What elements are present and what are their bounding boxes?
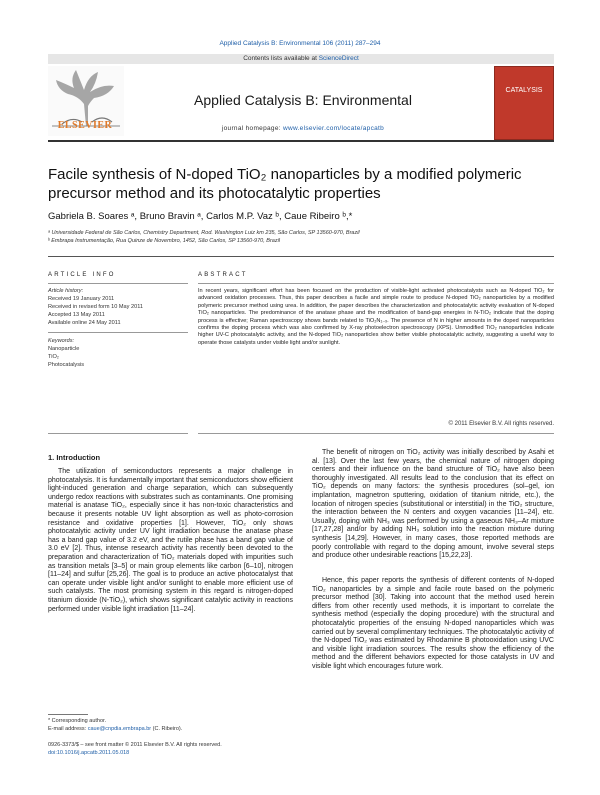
title-line-1: Facile synthesis of N-doped TiO₂ nanoparticles by a modified polymeric	[48, 166, 522, 183]
header-divider	[48, 140, 554, 142]
title-line-2: precursor method and its photocatalytic properties	[48, 185, 381, 202]
keyword-item: Photocatalysis	[48, 362, 85, 368]
email-link[interactable]: caue@cnpdia.embrapa.br	[87, 726, 152, 732]
affiliation-b: ᵇ Embrapa Instrumentação, Rua Quinze de Novembro, 1452, São Carlos, SP 13560-970, Brazil	[48, 238, 281, 244]
received-date: Received 19 January 2011	[48, 296, 115, 302]
affiliation-divider	[48, 256, 554, 257]
abstract-copyright: © 2011 Elsevier B.V. All rights reserved.	[448, 421, 554, 427]
history-label: Article history:	[48, 288, 84, 294]
keyword-item: TiO₂	[48, 354, 59, 360]
intro-paragraph: Hence, this paper reports the synthesis of different contents of N-doped TiO₂ nanoparticles by a simple and facile route based on the polymeric precursor method [30]. Taking into account that the method used herein differs from other recently used methods, it is important to correlate the synthesis method (especially the doping procedure) with the structural and photocatalytic properties of the ensuing N-doped nanoparticles which was carried out by several complimentary techniques. The photocatalytic activity of the N-doped TiO₂ was estimated by Rhodamine B photooxidation using UVC and visible light irradiation sources. The results show the efficiency of the method and the different behaviors expected for those catalysts in UV and visible light which encourages future work.	[312, 577, 554, 670]
journal-citation[interactable]: Applied Catalysis B: Environmental 106 (2011) 287–294	[219, 40, 381, 47]
keywords-label: Keywords:	[48, 338, 75, 344]
accepted-date: Accepted 13 May 2011	[48, 312, 105, 318]
homepage-link[interactable]: www.elsevier.com/locate/apcatb	[282, 125, 385, 132]
doi-text[interactable]: doi:10.1016/j.apcatb.2011.05.018	[48, 750, 130, 756]
abstract-heading: ABSTRACT	[198, 272, 248, 278]
article-info-rule	[48, 283, 188, 284]
author-list: Gabriela B. Soares ᵃ, Bruno Bravin ᵃ, Carlos M.P. Vaz ᵇ, Caue Ribeiro ᵇ,*	[48, 211, 353, 222]
keyword-item: Nanoparticle	[48, 346, 80, 352]
journal-header	[48, 54, 554, 138]
intro-paragraph: The utilization of semiconductors represents a major challenge in photocatalysis. It is fundamentally important that semiconductors show efficient light-induced generation and charge separation, which can subsequently undergo redox reactions with substrates such as contaminants. One promising material is anatase TiO₂, especially since it has non-toxic characteristics and because it presents notable UV light absorption as well as photo-corrosion resistance and oxidative properties [1]. However, TiO₂ only shows photocatalytic activity under UV light irradiation because the anatase phase has a band gap value of 3.2 eV, and the rutile phase has a band gap value of 3.0 eV [2]. Thus, intense research activity has recently been devoted to the preparation and characterization of TiO₂ materials doped with impurities such as transition metals [3–5] or main group elements like carbon [6–10], nitrogen [11–24] and sulfur [25,26]. The goal is to produce an active photocatalyst that can operate under visible light and/or sunlight to enable more efficient use of such catalysts. The most promising system in this regard is nitrogen-doped titanium dioxide (N-TiO₂), which shows significant catalytic activity in reactions performed under visible light irradiation [11–24].	[48, 468, 293, 613]
sciencedirect-link[interactable]: ScienceDirect	[318, 55, 359, 62]
journal-title: Applied Catalysis B: Environmental	[194, 92, 412, 108]
contents-line	[48, 55, 554, 62]
abstract-bottom-rule	[198, 433, 554, 434]
abstract-rule	[198, 283, 554, 284]
doi-link[interactable]	[48, 750, 129, 757]
abstract-section	[198, 272, 554, 346]
article-info	[48, 272, 183, 368]
cover-title: CATALYSIS	[505, 87, 543, 94]
footnote-rule	[48, 714, 88, 715]
revised-date: Received in revised form 10 May 2011	[48, 304, 144, 310]
online-date: Available online 24 May 2011	[48, 320, 121, 326]
issn-line: 0926-3373/$ – see front matter © 2011 Elsevier B.V. All rights reserved.	[48, 742, 222, 748]
affiliation-a: ᵃ Universidade Federal de São Carlos, Chemistry Department, Rod. Washington Luiz km 235, São Carlos, SP 13560-970, Brazil	[48, 230, 360, 236]
corresponding-author-note: * Corresponding author.	[48, 718, 107, 724]
intro-paragraph: The benefit of nitrogen on TiO₂ activity was initially described by Asahi et al. [13]. Over the last few years, the chemical nature of nitrogen doping centers and their influence on the band structure of TiO₂ have also been thoroughly investigated. All results lead to the conclusion that its effect on TiO₂ depends on many factors: the synthesis procedures (sol–gel, ion implantation, magnetron sputtering, oxidation of titanium nitride, etc.), the location of nitrogen species (substitutional or interstitial) in the TiO₂ structure, the interaction between the N centers and oxygen vacancies [11–24], etc. Usually, doping with NH₃ was performed by using a gaseous NH₃–Ar mixture [17,27,28] and/or by adding NH₃ solution into the reaction mixture during synthesis [14,29]. However, in many cases, those reported methods are poorly controllable with regard to the doping amount, involve several steps and produce other undesirable reactions [15,22,23].	[312, 449, 554, 560]
article-title	[48, 165, 554, 203]
elsevier-wordmark: ELSEVIER	[57, 120, 113, 131]
email-suffix: (C. Ribeiro).	[151, 726, 183, 732]
journal-homepage	[128, 125, 478, 132]
section-heading-introduction: 1. Introduction	[48, 453, 101, 462]
email-note	[48, 726, 182, 733]
keywords-rule	[48, 332, 188, 333]
homepage-prefix: journal homepage:	[221, 125, 283, 132]
email-prefix: E-mail address:	[48, 726, 88, 732]
contents-prefix: Contents lists available at	[243, 55, 319, 62]
journal-cover-thumbnail	[494, 66, 554, 140]
article-info-heading: ARTICLE INFO	[48, 272, 116, 278]
abstract-text: In recent years, significant effort has been focused on the production of visible-light activated photocatalysts such as N-doped TiO₂ for advanced oxidation processes. Thus, this paper describes a facile and simple route to produce N-doped TiO₂ nanoparticles by a modified polymeric precursor method using urea. In addition, the paper describes the characterization and photocatalytic activity evaluation of N-doped TiO₂ nanoparticles. The predominance of the anatase phase and the modification of band-gap energies in N-TiO₂ indicate that the doping process is effective; Raman spectroscopy shows bands related to TiO₂N₁₋ₓ. The presence of N in higher amounts in the doped nanoparticles confirms the doping process which was also confirmed by X-ray photoelectron spectroscopy (XPS). Unmodified TiO₂ nanoparticles indicate higher UV-C photocatalytic activity, and the N-doped TiO₂ nanoparticles show better visible photocatalytic activity, suggesting a useful way to operate those catalysts under visible light and/or sunlight.	[198, 288, 554, 346]
info-bottom-rule	[48, 433, 188, 434]
